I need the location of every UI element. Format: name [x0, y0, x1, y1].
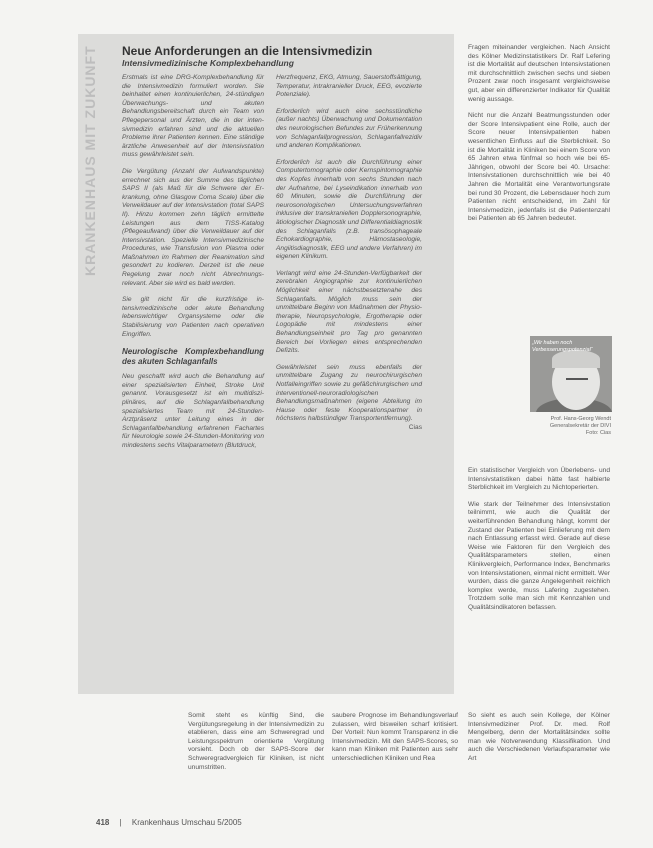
- paragraph: Erforderlich wird auch eine sechsstündliche (außer nachts) Überwachung und Dokumentation des neurologischen Befundes zur Früherkennung von Schlaganfallprogression, Schlaganfallrezidiv und anderen Komplikationen.: [276, 107, 422, 150]
- paragraph: Nicht nur die Anzahl Beatmungsstunden oder der Score Intensivpatient eine Rolle, auch der Score neuer Intensivpatienten haben wesentlichen Einfluss auf die Sterblichkeit. So ist die Mortalität in Kliniken bei einem Score von 65 Jahren etwa fünfmal so hoch wie bei 65-Jährigen, obwohl der Score bei 40. Ursache: Intensivstationen durchschnittlich wie bei 40 Jahren die Mortalität eine Verantwortungsrate bei rund 30 Prozent, die Lebensdauer hoch zum Patienten nicht entscheidend, im Zahl für Intensivmedizin, jedenfalls ist die Patientenzahl bei Patienten ab 65 Jahren bedeutet.: [468, 112, 610, 223]
- column-1: [122, 74, 264, 459]
- bottom-column-3: [468, 712, 610, 772]
- paragraph: Verlangt wird eine 24-Stunden-Verfügbarkeit der zerebralen Angiographie zur kontinuierlichen Möglichkeit einer nächstbesetztenahe des Schlaganfalls. Möglich muss sein der unmittelbare Beginn von Maßnahmen der Physiotherapie, Neuropsychologie, Ergotherapie oder Logopädie mit mindestens einer Behandlungseinheit pro Tag pro genannten Bereich bei Vorliegen eines entsprechenden Defizits.: [276, 269, 422, 355]
- photo-quote: [532, 340, 593, 354]
- paragraph: Neu geschafft wird auch die Behandlung auf einer spezialisierten Einheit, Stroke Unit genannt. Vorausgesetzt ist ein multidisziplinäres, auf die Schlaganfallbehandlung spezialisiertes Team mit 24-Stunden-Arztpräsenz unter Leitung eines in der Schlaganfallbehandlung erfahrenen Fachartes für Neurologie sowie 24-Stunden-Monitoring von mindestens sechs Vitalparametern (Blutdruck,: [122, 373, 264, 449]
- paragraph: So sieht es auch sein Kollege, der Kölner Intensivmediziner Prof. Dr. med. Rolf Mengelberg, denn der Mortalitätsindex sollte man wie Notverwendung Klassifikation. Und auch die Verschiedenen Verlaufsparameter wie Art: [468, 712, 610, 762]
- section-label: KRANKENHAUS MIT ZUKUNFT: [82, 45, 98, 276]
- page-footer: [96, 818, 242, 827]
- person-name: Prof. Hans-Georg Wendt: [550, 416, 611, 422]
- page-number: 418: [96, 818, 110, 827]
- article-subtitle: Intensivmedizinische Komplexbehandlung: [122, 58, 294, 68]
- column-3-continued: [468, 467, 610, 621]
- paragraph: Erforderlich ist auch die Durchführung einer Computertomographie oder Kernspintomographie des Kopfes innerhalb von sechs Stunden nach der Aufnahme, bei Lyseindikation innerhalb von 60 Minuten, sowie die Durchführung der neurosonologischen Untersuchungsverfahren inklusive der transkraniellen Dopplersonographie, ätiologischer Diagnostik und Differentialdiagnostik des Schlaganfalls (z.B. transösophageale Echokardiographie, Hämostaseologie, Angiitisdiagnostik, EEG und andere Verfahren) im eigenen Klinikum.: [276, 158, 422, 261]
- paragraph: Herzfrequenz, EKG, Atmung, Sauerstoffsättigung, Temperatur, intrakranieller Druck, EEG, evozierte Potenziale).: [276, 74, 422, 99]
- paragraph: [276, 363, 422, 431]
- bottom-column-1: [188, 712, 324, 780]
- column-2: [276, 74, 422, 433]
- paragraph: saubere Prognose im Behandlungsverlauf zulassen, wird bisweilen scharf kritisiert. Der Vorteil: Nun kommt Transparenz in die Intensivmedizin. Mit den SAPS-Scores, so kann man Kliniken mit Patienten aus sehr unterschiedlichen Kliniken und Rea: [332, 712, 458, 762]
- paragraph: Erstmals ist eine DRG-Komplexbehandlung für die Intensivmedizin formuliert worden. Sie beinhaltet einen kontinuierlichen, 24-stündigen Überwachungs- und akuten Behandlungsbereitschaft durch ein Team von Pflegepersonal und Ärzten, die in der intensivmedizin erfahren sind und die aktuellen Probleme ihrer Patienten kennen. Eine ständige ärztliche Anwesenheit auf der Intensivstation muss gewährleistet sein.: [122, 74, 264, 159]
- quote-line: „Wir haben noch: [532, 340, 573, 346]
- column-3: [468, 44, 610, 232]
- quote-line: Verbesserungspotenzial“: [532, 347, 593, 353]
- paragraph: Sie gilt nicht für die kurzfristige intensivmedizinische oder akute Behandlung lebenswichtiger Organsysteme oder die Stabilisierung von Patienten nach operativen Eingriffen.: [122, 296, 264, 338]
- portrait-glasses: [566, 378, 588, 384]
- bottom-column-2: [332, 712, 458, 772]
- footer-separator: |: [119, 818, 122, 827]
- paragraph: Ein statistischer Vergleich von Überlebens- und Intensivstatistiken dabei hätte fast halbierte Sterblichkeit im Vergleich zu Nichtoperierten.: [468, 467, 610, 492]
- paragraph: Fragen miteinander vergleichen. Nach Ansicht des Kölner Medizinstatistikers Dr. Ralf Lefering ist die Mortalität auf deutschen Intensivstationen mit durchschnittlich zwischen sechs und sieben Prozent zwar noch insgesamt vergleichsweise gut, aber ein differenzierter Indikator für Qualität wenig aussage.: [468, 44, 610, 103]
- photo-credit: [535, 416, 611, 437]
- section-sidebar: [78, 20, 100, 280]
- paragraph-text: Gewährleistet sein muss ebenfalls der unmittelbare Zugang zu neurochirurgischen Notfalleingriffen sowie zu gefäßchirurgischen und interventionell-neuroradiologischen Behandlungsmaßnahmen (eigene Abteilung im Hause oder feste Kooperationspartner in höchstens halbstündiger Transportentfernung).: [276, 363, 422, 423]
- paragraph: Die Vergütung (Anzahl der Aufwandspunkte) errechnet sich aus der Summe des täglichen SAPS II (als Maß für die Schwere der Erkrankung, ohne Glasgow Coma Scale) über die Verweildauer auf der Intensivstation (total SAPS II). Hinzu kommen zehn täglich ermittelte Leistungen aus dem TISS-Katalog (Pflegeaufwand) über die Verweildauer auf der Intensivstation. Spezielle Intensivmedizinische Procedures, wie Transfusion von Plasma oder Maßnahmen im Rahmen der Reanimation sind gesondert zu kodieren. Derzeit ist die neue Regelung zwar noch nicht Abrechnungs-relevant. Aber sie wird es bald werden.: [122, 167, 264, 287]
- article-title: Neue Anforderungen an die Intensivmedizin: [122, 44, 373, 58]
- photo-source: Foto: Cias: [585, 430, 611, 436]
- paragraph: Somit steht es künftig Sind, die Vergütungsregelung in der Intensivmedizin zu etablieren, dass eine am Schweregrad und Leistungsspektrum orientierte Vergütung vorsieht. Doch ob der SAPS-Score der Schweregradvergleich für Kliniken, ist nicht unumstritten.: [188, 712, 324, 771]
- paragraph: Wie stark der Teilnehmer des Intensivstation teilnimmt, wie auch die Qualität der weiterführenden Behandlung hängt, kommt der Zustand der Patienten bei Einlieferung mit dem nach Entlassung erfasst wird. Gerade auf diese Weise wie Faktoren für den Vergleich des Qualitätsparameters stellen, einen Klinikvergleich, Performance Index, Benchmarks von Intensivstationen, einmal nicht ermittelt. Wer wurden, dass die ganze Angelegenheit reichlich komplex werde, muss Lafering zugestehen. Trotzdem solle man sich mit Kennzahlen und Qualitätsindikatoren befassen.: [468, 500, 610, 611]
- section-heading: Neurologische Komplexbehandlung des akuten Schlaganfalls: [122, 347, 264, 367]
- journal-name: Krankenhaus Umschau 5/2005: [131, 818, 242, 827]
- author-sign: Cias: [408, 423, 422, 431]
- person-role: Generalsekretär der DIVI: [549, 423, 611, 429]
